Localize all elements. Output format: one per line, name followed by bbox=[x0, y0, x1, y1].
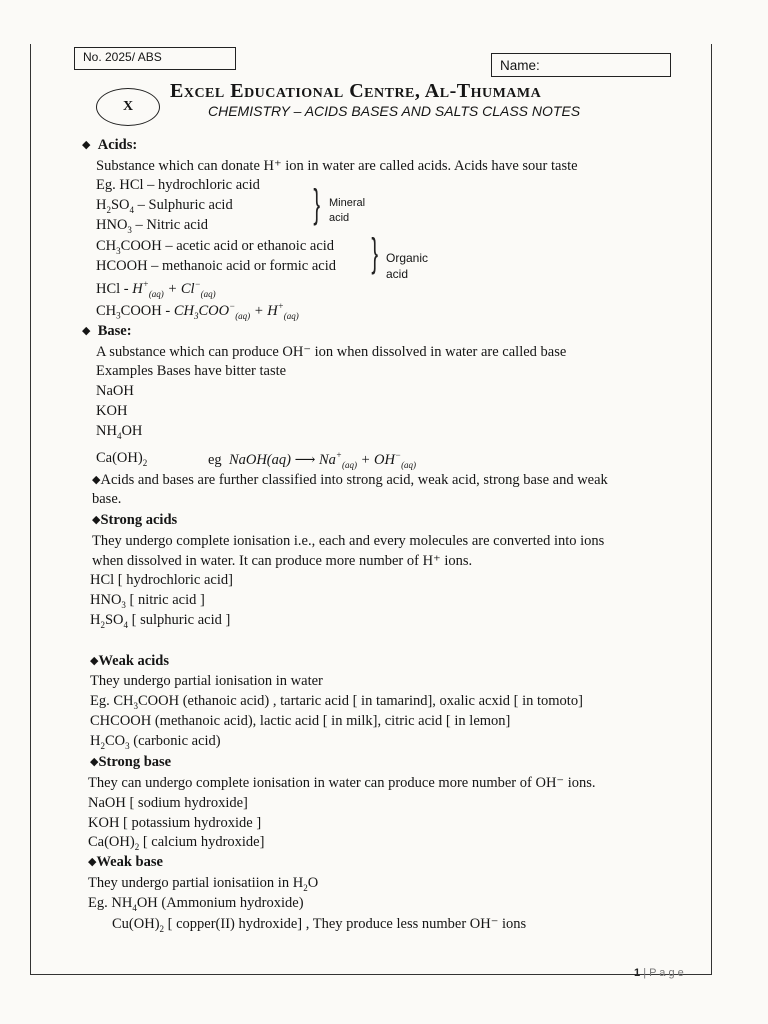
strong-base-3: $Ca(OH)_2$ [ calcium hydroxide] bbox=[88, 834, 265, 852]
diamond-bullet-icon: ◆ bbox=[92, 514, 101, 526]
strong-acids-text-2: when dissolved in water. It can produce more number of H⁺ ions. bbox=[92, 553, 473, 569]
strong-base-text: They can undergo complete ionisation in water can produce more number of OH⁻ ions. bbox=[88, 775, 596, 791]
organic-brace: } bbox=[371, 231, 379, 275]
ch3cooh-ionisation: $CH_3COOH - CH_3COO^-_{(aq)} + H^+_{(aq)}$ bbox=[96, 301, 299, 321]
weak-base-heading: ◆Weak base bbox=[88, 854, 163, 870]
weak-base-eg-1: Eg. $NH_4OH$ (Ammonium hydroxide) bbox=[88, 895, 304, 913]
page-number: 1 bbox=[634, 967, 641, 979]
acids-heading: ◆ Acids: bbox=[82, 137, 138, 153]
strong-acids-heading: ◆Strong acids bbox=[92, 512, 178, 528]
acid-eg-4: $CH_3COOH$ – acetic acid or ethanoic acid bbox=[96, 238, 335, 256]
base-examples: Examples Bases have bitter taste bbox=[96, 363, 287, 379]
strong-acids-text-1: They undergo complete ionisation i.e., each and every molecules are converted into ions bbox=[92, 533, 605, 549]
acid-eg-3: $HNO_3$ – Nitric acid bbox=[96, 217, 209, 235]
strong-base-heading: ◆Strong base bbox=[90, 754, 172, 770]
weak-acids-eg-2: CHCOOH (methanoic acid), lactic acid [ in milk], citric acid [ in lemon] bbox=[90, 713, 511, 729]
acids-definition: Substance which can donate H⁺ ion in water are called acids. Acids have sour taste bbox=[96, 158, 578, 174]
hcl-ionisation: HCl - $H^+_{(aq)} + Cl^-_{(aq)}$ bbox=[96, 279, 216, 299]
strong-acid-2: $HNO_3$ [ nitric acid ] bbox=[90, 592, 205, 610]
classification-line-2: base. bbox=[92, 491, 122, 507]
strong-base-1: NaOH [ sodium hydroxide] bbox=[88, 795, 248, 811]
mineral-brace: } bbox=[313, 182, 321, 226]
strong-acid-3: $H_2SO_4$ [ sulphuric acid ] bbox=[90, 612, 231, 630]
naoh-ionisation: eg NaOH(aq) ⟶ $Na^+_{(aq)} + OH^-_{(aq)}$ bbox=[208, 450, 417, 470]
diamond-bullet-icon: ◆ bbox=[82, 139, 91, 151]
acid-eg-5: HCOOH – methanoic acid or formic acid bbox=[96, 258, 336, 274]
name-label: Name: bbox=[500, 58, 540, 73]
diamond-bullet-icon: ◆ bbox=[90, 756, 99, 768]
page-footer bbox=[634, 967, 684, 979]
acid-eg-1: Eg. HCl – hydrochloric acid bbox=[96, 177, 260, 193]
organic-acid-label: Organic acid bbox=[386, 251, 429, 281]
doc-number-box bbox=[74, 47, 236, 70]
classification-line-1: ◆Acids and bases are further classified into strong acid, weak acid, strong base and weak bbox=[92, 472, 608, 488]
class-mark: X bbox=[96, 88, 160, 126]
weak-acids-eg-3: $H_2CO_3$ (carbonic acid) bbox=[90, 733, 221, 751]
school-title: Excel Educational Centre, Al-Thumama bbox=[170, 80, 542, 102]
mineral-acid-label: Mineral acid bbox=[329, 197, 366, 224]
weak-base-eg-2: $Cu(OH)_2$ [ copper(II) hydroxide] , They produce less number OH⁻ ions bbox=[112, 916, 527, 934]
base-ex-4: $Ca(OH)_2$ bbox=[96, 450, 148, 468]
weak-acids-heading: ◆Weak acids bbox=[90, 653, 169, 669]
acid-eg-2: $H_2SO_4$ – Sulphuric acid bbox=[96, 197, 233, 215]
doc-number: No. 2025/ ABS bbox=[83, 50, 162, 64]
strong-base-2: KOH [ potassium hydroxide ] bbox=[88, 815, 262, 831]
diamond-bullet-icon: ◆ bbox=[88, 856, 97, 868]
name-field[interactable] bbox=[491, 53, 671, 77]
base-definition: A substance which can produce OH⁻ ion when dissolved in water are called base bbox=[96, 344, 567, 360]
weak-base-text: They undergo partial ionisatiion in $H_2O$ bbox=[88, 875, 319, 893]
diamond-bullet-icon: ◆ bbox=[90, 655, 99, 667]
diamond-bullet-icon: ◆ bbox=[82, 325, 91, 337]
page-subtitle: CHEMISTRY – ACIDS BASES AND SALTS CLASS NOTES bbox=[208, 103, 581, 119]
base-heading: ◆ Base: bbox=[82, 323, 132, 339]
strong-acid-1: HCl [ hydrochloric acid] bbox=[90, 572, 233, 588]
page-label: | P a g e bbox=[643, 967, 684, 979]
weak-acids-eg-1: Eg. $CH_3COOH$ (ethanoic acid) , tartaric acid [ in tamarind], oxalic acxid [ in tomoto] bbox=[90, 693, 583, 711]
base-ex-3: $NH_4OH$ bbox=[96, 423, 143, 441]
weak-acids-text: They undergo partial ionisation in water bbox=[90, 673, 323, 689]
base-ex-1: NaOH bbox=[96, 383, 134, 399]
base-ex-2: KOH bbox=[96, 403, 128, 419]
diamond-bullet-icon: ◆ bbox=[92, 474, 101, 486]
